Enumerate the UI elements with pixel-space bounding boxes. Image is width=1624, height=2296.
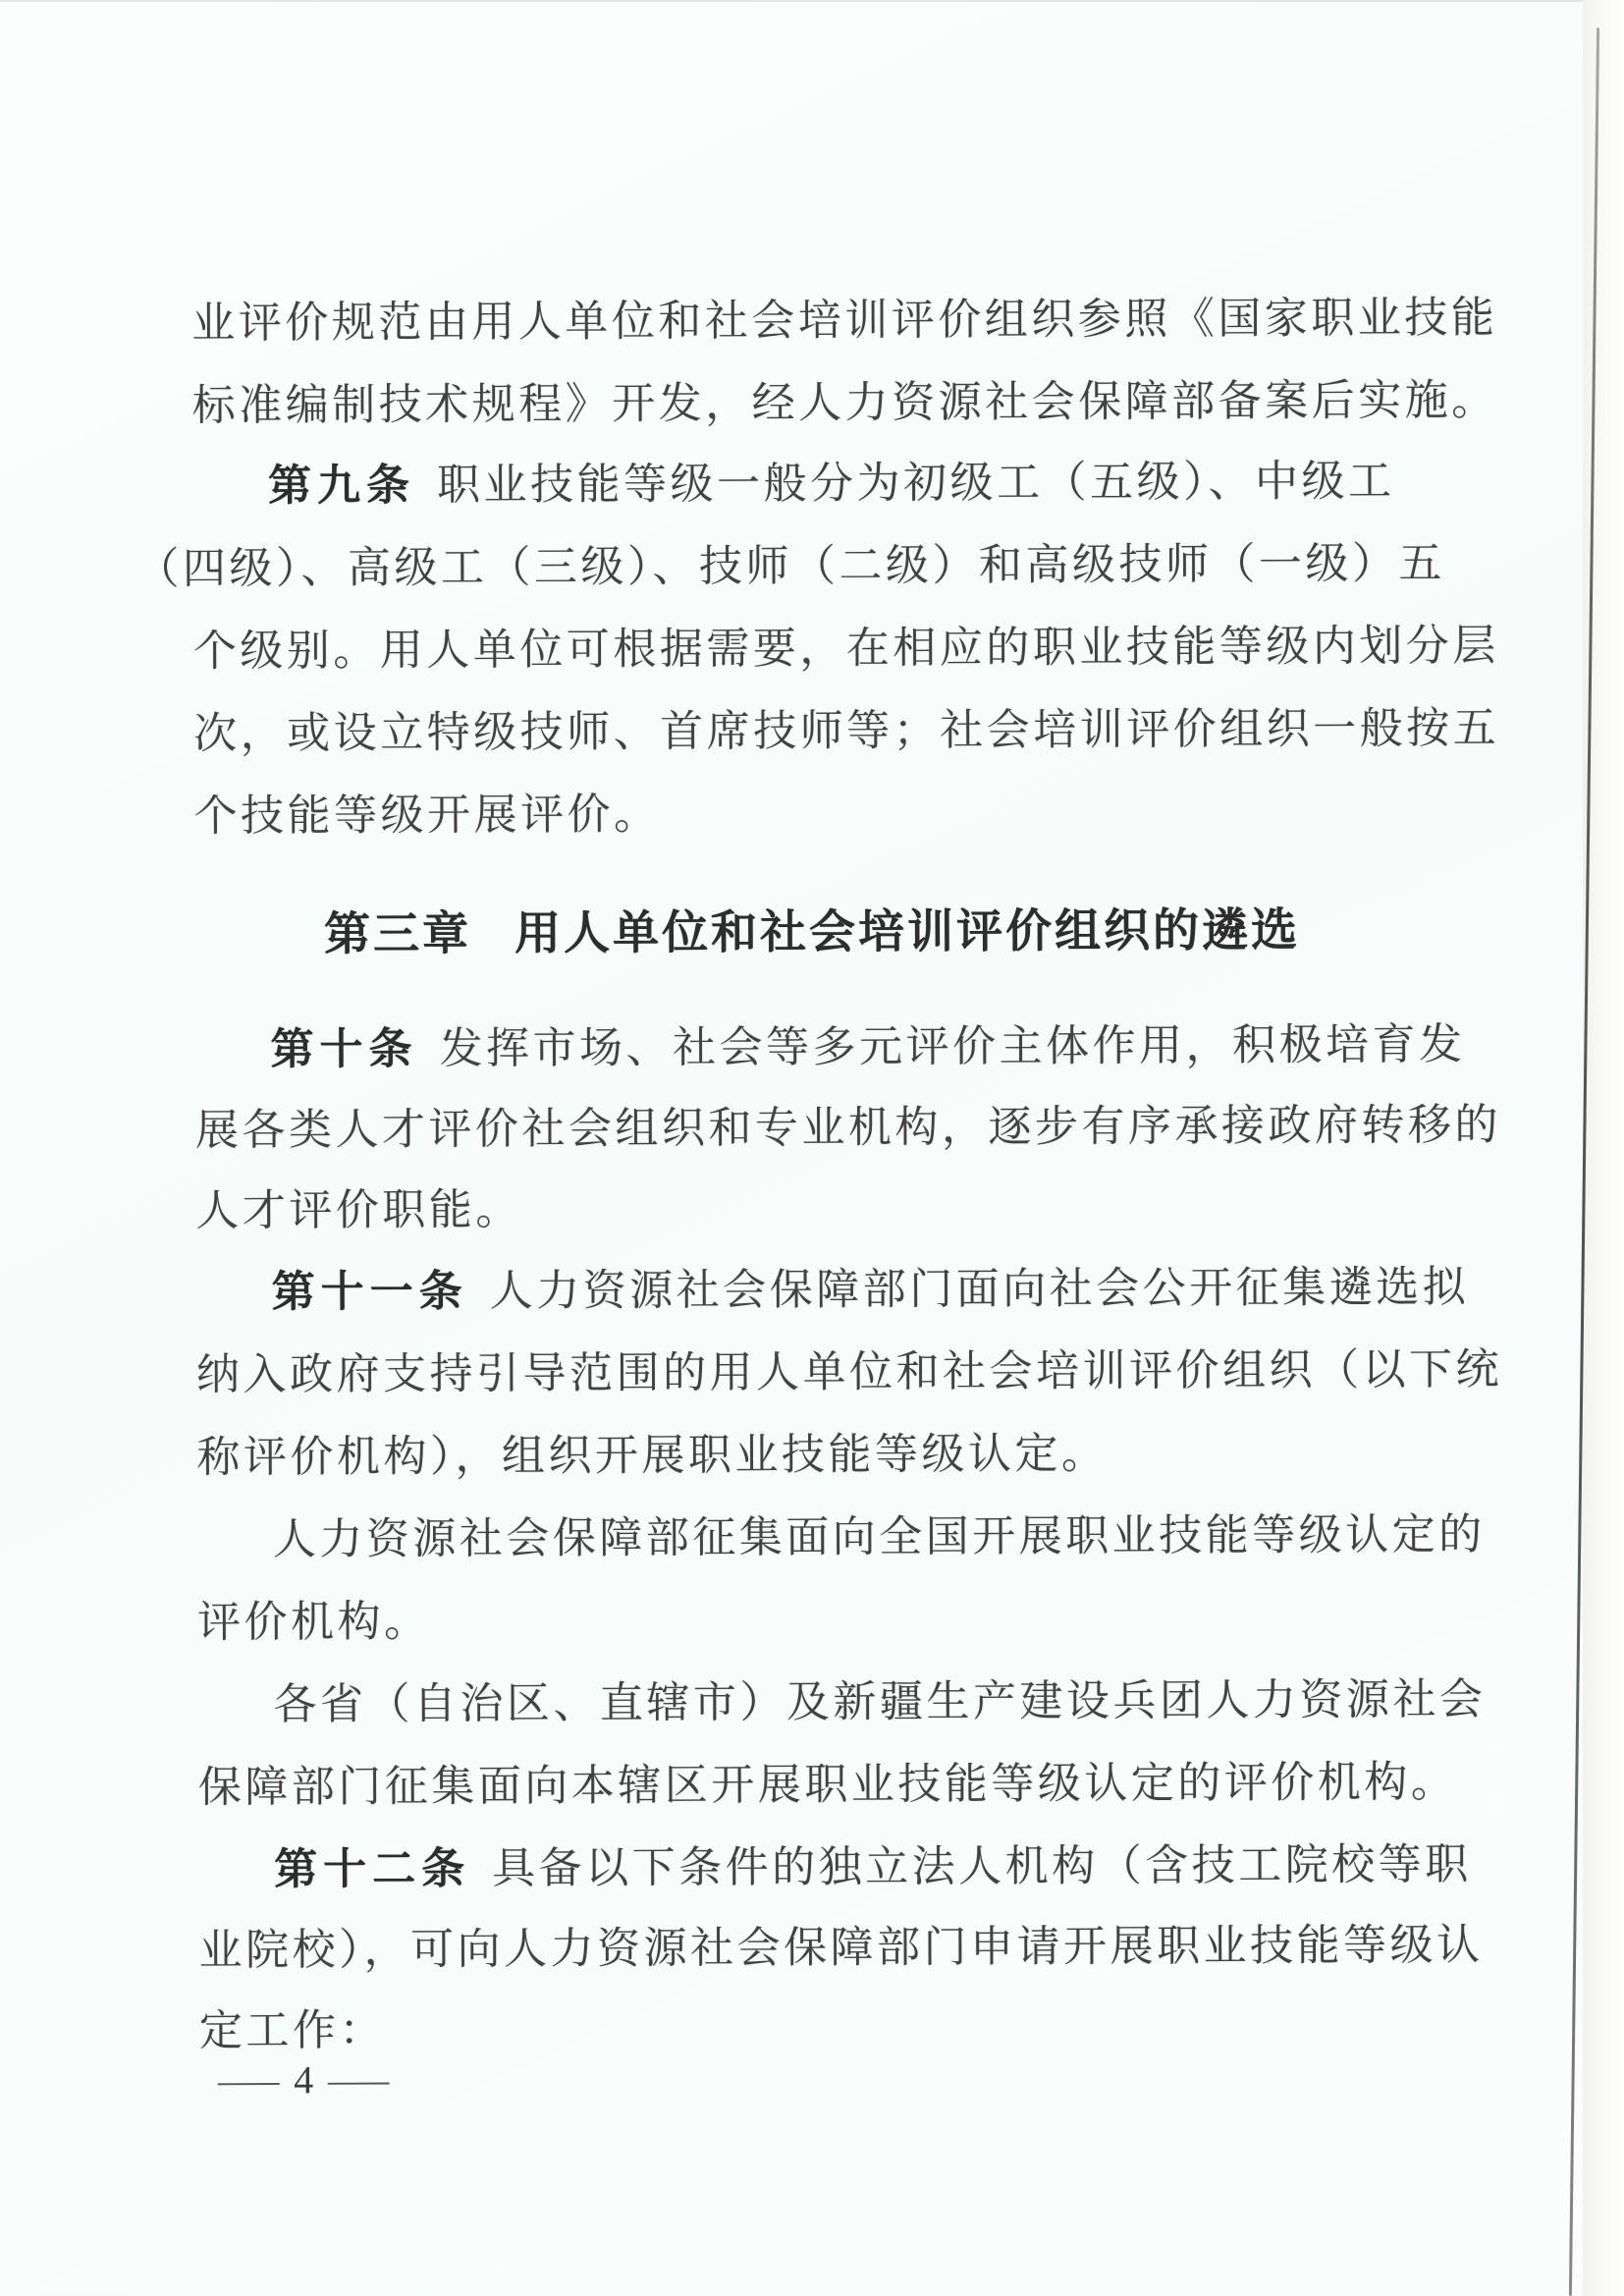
footer-dash-left: —	[218, 2057, 280, 2103]
doc-line: 次，或设立特级技师、首席技师等；社会培训评价组织一般按五	[193, 703, 1500, 758]
doc-line: 称评价机构），组织开展职业技能等级认定。	[196, 1429, 1109, 1482]
footer-dash-right: —	[328, 2056, 390, 2103]
doc-line: 人力资源社会保障部征集面向全国开展职业技能等级认定的	[272, 1510, 1486, 1564]
doc-line: 定工作：	[198, 2005, 387, 2055]
doc-line: 评价机构。	[197, 1597, 431, 1647]
doc-line: 纳入政府支持引导范围的用人单位和社会培训评价组织（以下统	[195, 1344, 1503, 1399]
doc-line: 业院校），可向人力资源社会保障部门申请开展职业技能等级认	[198, 1921, 1484, 1975]
doc-line-article-10: 第十条 发挥市场、社会等多元评价主体作用，积极培育发	[270, 1020, 1466, 1074]
doc-line: 人才评价职能。	[195, 1185, 522, 1235]
doc-line: 标准编制技术规程》开发，经人力资源社会保障部备案后实施。	[191, 375, 1498, 430]
article-number: 第九条	[267, 461, 416, 511]
article-number: 第十条	[270, 1024, 418, 1074]
doc-line: 各省（自治区、直辖市）及新疆生产建设兵团人力资源社会	[273, 1675, 1487, 1729]
chapter-number: 第三章	[323, 906, 472, 960]
footer-page-number: 4	[294, 2057, 314, 2103]
article-number: 第十一条	[271, 1267, 468, 1317]
article-number: 第十二条	[274, 1844, 471, 1894]
chapter-heading	[0, 892, 1624, 964]
doc-line-article-12: 第十二条 具备以下条件的独立法人机构（含技工院校等职	[274, 1840, 1472, 1894]
doc-line-article-9: 第九条 职业技能等级一般分为初级工（五级）、中级工	[267, 457, 1395, 511]
doc-line: 保障部门征集面向本辖区开展职业技能等级认定的评价机构。	[197, 1758, 1458, 1812]
doc-line-article-11: 第十一条 人力资源社会保障部门面向社会公开征集遴选拟	[271, 1263, 1470, 1317]
page-number-footer	[203, 2056, 404, 2104]
doc-line: 个级别。用人单位可根据需要，在相应的职业技能等级内划分层	[192, 621, 1499, 676]
doc-line: 个技能等级开展评价。	[193, 790, 661, 841]
doc-line: 展各类人才评价社会组织和专业机构，逐步有序承接政府转移的	[194, 1100, 1502, 1155]
doc-line: 业评价规范由用人单位和社会培训评价组织参照《国家职业技能	[191, 293, 1498, 348]
doc-line: （四级）、高级工（三级）、技师（二级）和高级技师（一级）五	[135, 539, 1446, 594]
chapter-title: 用人单位和社会培训评价组织的遴选	[514, 902, 1301, 959]
